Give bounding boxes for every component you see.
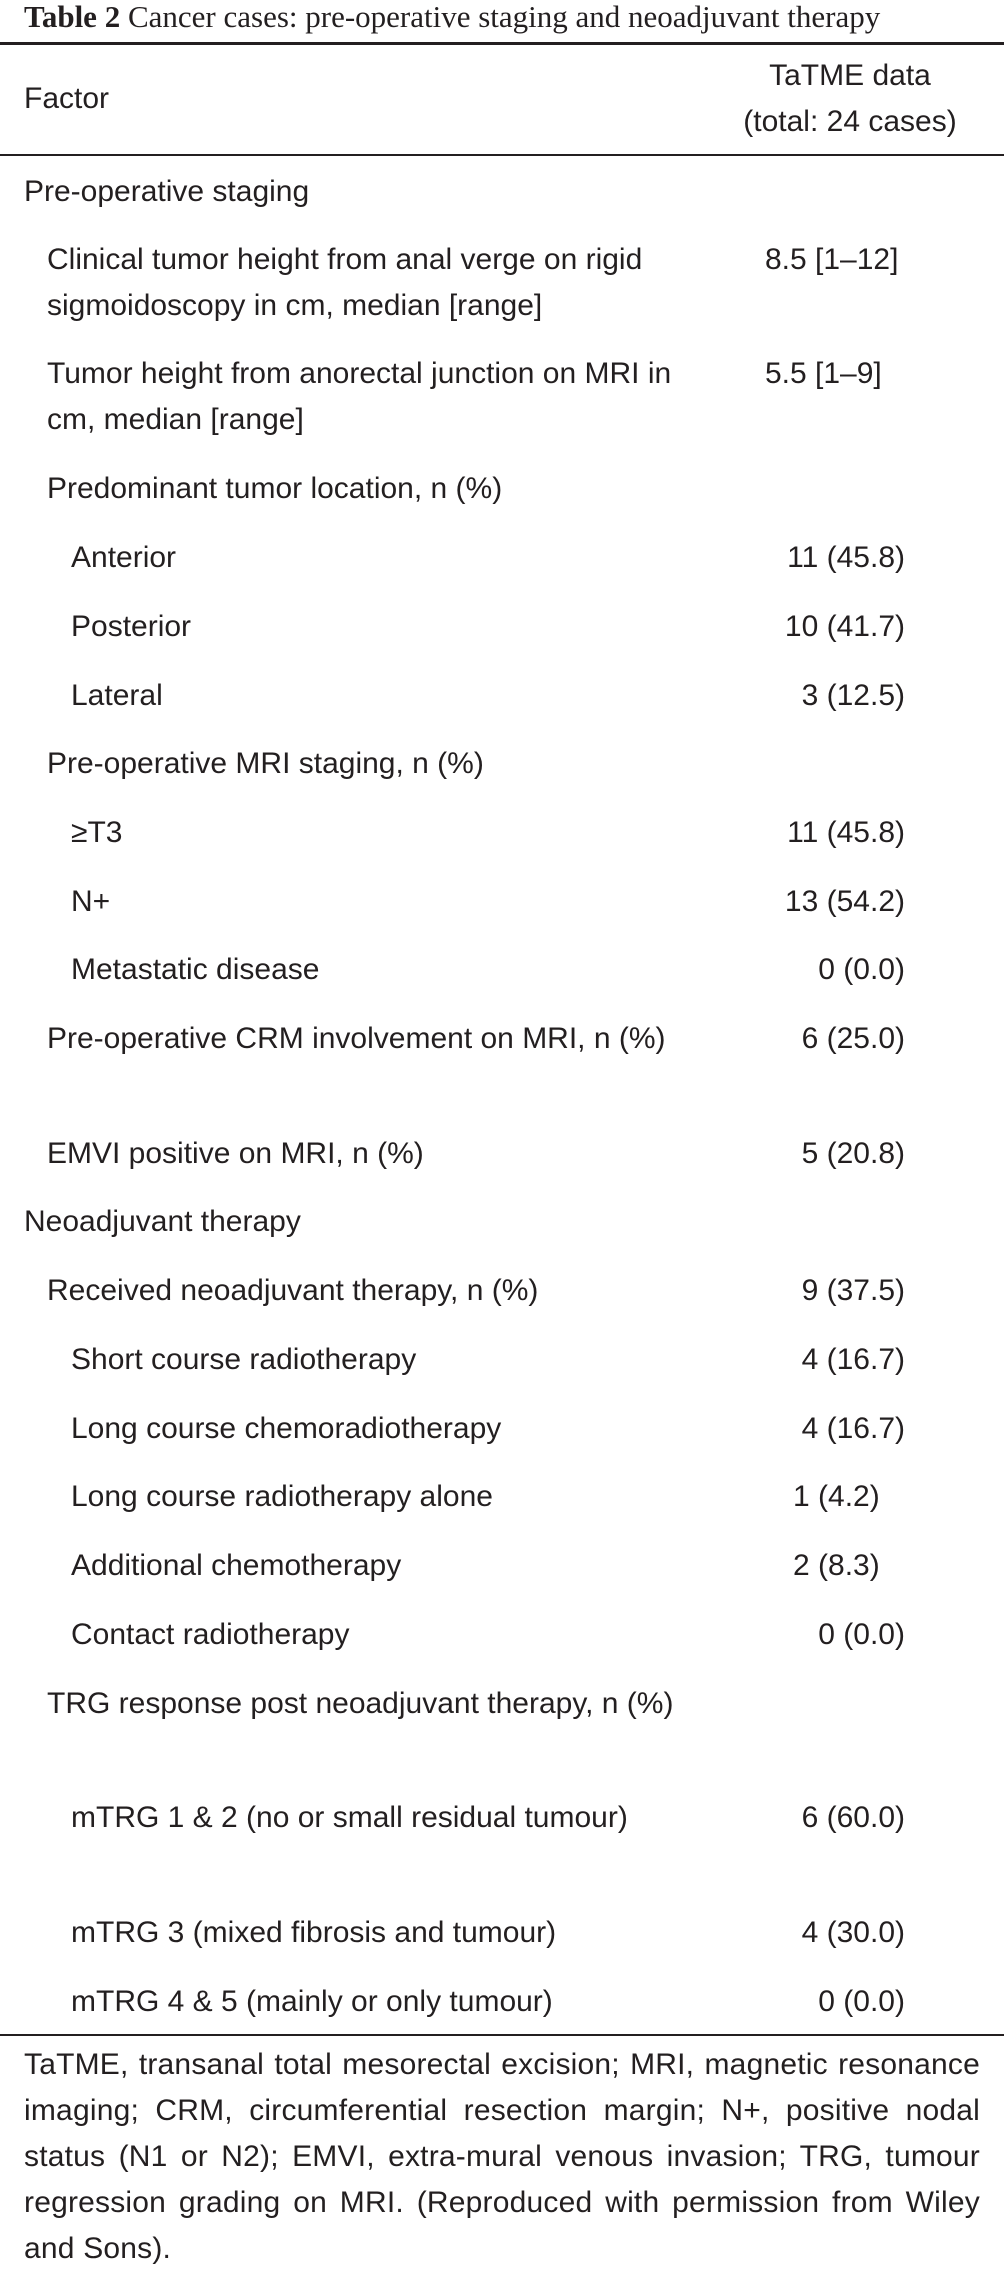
table-title: Cancer cases: pre-operative staging and neoadjuvant therapy bbox=[127, 0, 881, 34]
row-label: Contact radiotherapy bbox=[71, 1618, 350, 1651]
row-value: 10 (41.7) bbox=[784, 610, 905, 643]
row-value: 6 (25.0) bbox=[801, 1022, 905, 1055]
row-value: 9 (37.5) bbox=[801, 1274, 905, 1307]
row-label: TRG response post neoadjuvant therapy, n (%) bbox=[47, 1687, 674, 1720]
data-header-line1: TaTME data bbox=[769, 59, 931, 92]
row-value: 6 (60.0) bbox=[801, 1801, 905, 1834]
row-label: EMVI positive on MRI, n (%) bbox=[47, 1137, 424, 1170]
row-label: Tumor height from anorectal junction on MRI in cm, median [range] bbox=[47, 357, 672, 436]
factor-column-header: Factor bbox=[24, 82, 110, 115]
table-number: Table 2 bbox=[24, 0, 121, 34]
row-label: Short course radiotherapy bbox=[71, 1343, 417, 1376]
table-caption bbox=[24, 0, 880, 34]
row-label: mTRG 3 (mixed fibrosis and tumour) bbox=[71, 1916, 557, 1949]
row-label: Neoadjuvant therapy bbox=[24, 1205, 301, 1238]
row-value: 0 (0.0) bbox=[818, 1985, 905, 2018]
table-footnote: TaTME, transanal total mesorectal excision; MRI, magnetic resonance imaging; CRM, circumferential resection margin; N+, positive nodal status (N1 or N2); EMVI, extra-mural venous invasion; TRG, tumour regression grading on MRI. (Reproduced with permission from Wiley and Sons). bbox=[24, 2048, 980, 2265]
row-label: Long course radiotherapy alone bbox=[71, 1480, 493, 1513]
row-label: Pre-operative MRI staging, n (%) bbox=[47, 747, 484, 780]
header-rule bbox=[0, 154, 1004, 156]
row-value: 11 (45.8) bbox=[787, 541, 905, 574]
row-label: N+ bbox=[71, 885, 111, 918]
data-header-line2: (total: 24 cases) bbox=[743, 105, 957, 138]
row-value: 5 (20.8) bbox=[801, 1137, 905, 1170]
row-label: Lateral bbox=[71, 679, 163, 712]
row-value: 4 (16.7) bbox=[801, 1412, 905, 1445]
row-value: 0 (0.0) bbox=[818, 1618, 905, 1651]
row-label: mTRG 1 & 2 (no or small residual tumour) bbox=[71, 1801, 628, 1834]
row-value: 4 (30.0) bbox=[801, 1916, 905, 1949]
row-label: Predominant tumor location, n (%) bbox=[47, 472, 503, 505]
data-column-header bbox=[700, 53, 1000, 145]
row-label: Long course chemoradiotherapy bbox=[71, 1412, 502, 1445]
row-value: 2 (8.3) bbox=[793, 1549, 880, 1582]
row-label: Received neoadjuvant therapy, n (%) bbox=[47, 1274, 539, 1307]
row-label: Posterior bbox=[71, 610, 192, 643]
row-value: 3 (12.5) bbox=[801, 679, 905, 712]
row-label: Anterior bbox=[71, 541, 177, 574]
row-value: 5.5 [1–9] bbox=[765, 357, 882, 390]
row-label: mTRG 4 & 5 (mainly or only tumour) bbox=[71, 1985, 553, 2018]
row-label: ≥T3 bbox=[71, 816, 123, 849]
row-value: 8.5 [1–12] bbox=[765, 243, 899, 276]
row-label: Metastatic disease bbox=[71, 953, 320, 986]
row-label: Additional chemotherapy bbox=[71, 1549, 402, 1582]
row-label: Pre-operative staging bbox=[24, 175, 310, 208]
row-value: 0 (0.0) bbox=[818, 953, 905, 986]
row-label: Pre-operative CRM involvement on MRI, n (%) bbox=[47, 1022, 666, 1055]
row-value: 1 (4.2) bbox=[793, 1480, 880, 1513]
top-rule bbox=[0, 42, 1004, 45]
row-label: Clinical tumor height from anal verge on rigid sigmoidoscopy in cm, median [range] bbox=[47, 243, 643, 322]
bottom-rule bbox=[0, 2034, 1004, 2036]
row-value: 13 (54.2) bbox=[784, 885, 905, 918]
row-value: 11 (45.8) bbox=[787, 816, 905, 849]
row-value: 4 (16.7) bbox=[801, 1343, 905, 1376]
